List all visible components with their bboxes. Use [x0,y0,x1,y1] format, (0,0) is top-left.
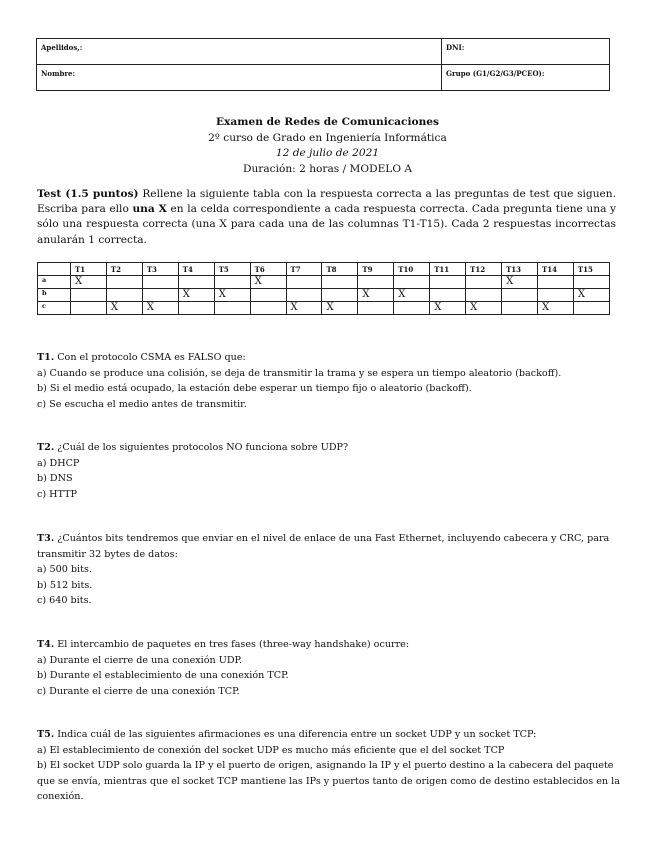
question-stem: T2. ¿Cuál de los siguientes protocolos NO funciona sobre UDP? [37,442,349,453]
answer-cell[interactable]: X [537,302,573,315]
answer-table-header-t1: T1 [71,263,107,276]
answer-table-header-t10: T10 [394,263,430,276]
question-option: b) El socket UDP solo guarda la IP y el puerto de origen, asignando la IP y el puerto destino a la cabecera del paquete que se envía, mientras que el socket TCP mantiene las IPs y puertos tanto de origen como de destino establecidos en la conexión. [37,760,620,802]
answer-row-label: c [38,302,71,315]
answer-cell[interactable]: X [394,289,430,302]
answer-table-header-t15: T15 [573,263,609,276]
answer-cell[interactable] [430,289,466,302]
answer-cell[interactable]: X [142,302,178,315]
answer-cell[interactable] [250,289,286,302]
exam-date: 12 de julio de 2021 [275,147,380,159]
question-option: a) Cuando se produce una colisión, se deja de transmitir la trama y se espera un tiempo aleatorio (backoff). [37,367,562,379]
answer-cell[interactable]: X [322,302,358,315]
question-option: c) 640 bits. [37,595,92,606]
answer-cell[interactable] [286,289,322,302]
answer-row-label: b [38,289,71,302]
dni-field[interactable]: DNI: [442,39,610,65]
exam-course: 2º curso de Grado en Ingeniería Informática [208,131,447,144]
answer-cell[interactable] [537,276,573,289]
question-option: a) El establecimiento de conexión del socket UDP es mucho más eficiente que el del socket TCP [37,744,505,756]
question-number: T4. [37,639,55,650]
question-number: T5. [37,729,55,740]
answer-cell[interactable]: X [573,289,609,302]
exam-title-block [0,115,655,177]
answer-cell[interactable] [286,276,322,289]
answer-table-header-t8: T8 [322,263,358,276]
answer-cell[interactable] [466,276,502,289]
answer-table-header-t4: T4 [178,263,214,276]
answer-cell[interactable]: X [466,302,502,315]
question-number: T1. [37,352,55,363]
answer-cell[interactable]: X [430,302,466,315]
question-option: c) HTTP [37,488,77,500]
answer-table-header-t13: T13 [502,263,538,276]
nombre-field[interactable]: Nombre: [37,65,442,91]
answer-table-header-t14: T14 [537,263,573,276]
answer-cell[interactable] [394,302,430,315]
answer-cell[interactable] [502,302,538,315]
answer-cell[interactable] [178,302,214,315]
question-number: T2. [37,442,55,453]
test-points: Test (1.5 puntos) [37,188,139,200]
answer-table-corner [38,263,71,276]
grupo-field[interactable]: Grupo (G1/G2/G3/PCEO): [442,65,610,91]
answer-table-header-t2: T2 [106,263,142,276]
question-stem: T3. ¿Cuántos bits tendremos que enviar en el nivel de enlace de una Fast Ethernet, incluyendo cabecera y CRC, para transmitir 32 bytes de datos: [37,533,610,560]
answer-row-c [38,302,610,315]
answer-table-header-t5: T5 [214,263,250,276]
question-5 [37,727,622,805]
question-3 [37,531,622,609]
exam-title: Examen de Redes de Comunicaciones [215,116,439,128]
answer-cell[interactable] [358,302,394,315]
answer-cell[interactable] [573,302,609,315]
answer-table-header-t3: T3 [142,263,178,276]
question-stem: T4. El intercambio de paquetes en tres fases (three-way handshake) ocurre: [37,639,410,650]
question-option: a) DHCP [37,457,80,469]
answer-row-label: a [38,276,71,289]
question-1 [37,350,622,412]
apellidos-field[interactable]: Apellidos,: [37,39,442,65]
question-option: a) Durante el cierre de una conexión UDP. [37,654,243,666]
answer-cell[interactable] [142,289,178,302]
question-option: c) Se escucha el medio antes de transmitir. [37,398,247,410]
answer-cell[interactable]: X [71,276,107,289]
answer-cell[interactable] [502,289,538,302]
answer-cell[interactable] [322,276,358,289]
answer-cell[interactable] [71,289,107,302]
question-stem: T1. Con el protocolo CSMA es FALSO que: [37,352,246,363]
answer-table [37,262,610,315]
answer-cell[interactable] [106,289,142,302]
answer-table-header-t9: T9 [358,263,394,276]
answer-cell[interactable] [214,276,250,289]
question-option: c) Durante el cierre de una conexión TCP. [37,685,240,697]
answer-row-a [38,276,610,289]
question-option: a) 500 bits. [37,564,92,575]
answer-cell[interactable] [358,276,394,289]
answer-cell[interactable] [142,276,178,289]
answer-table-header-t11: T11 [430,263,466,276]
answer-table-header-t7: T7 [286,263,322,276]
answer-cell[interactable]: X [358,289,394,302]
answer-cell[interactable] [322,289,358,302]
question-option: b) 512 bits. [37,579,93,591]
answer-cell[interactable] [394,276,430,289]
answer-cell[interactable] [106,276,142,289]
answer-cell[interactable] [573,276,609,289]
answer-cell[interactable]: X [214,289,250,302]
question-option: b) DNS [37,473,73,484]
test-instructions: Test (1.5 puntos) Rellene la siguiente tabla con la respuesta correcta a las preguntas de test que siguen. Escriba para ello una X en la celda correspondiente a cada respuesta correcta. Cada pregunta tiene una y sólo una respuesta correcta (una X para cada una de las columnas T1-T15). Cada 2 respuestas incorrectas anularán 1 correcta. [37,188,616,246]
answer-cell[interactable]: X [286,302,322,315]
answer-cell[interactable] [430,276,466,289]
student-info-table [36,38,610,91]
answer-cell[interactable]: X [502,276,538,289]
question-stem: T5. Indica cuál de las siguientes afirmaciones es una diferencia entre un socket UDP y un socket TCP: [37,729,537,740]
answer-cell[interactable]: X [250,276,286,289]
exam-duration: Duración: 2 horas / MODELO A [242,162,413,175]
question-option: b) Durante el establecimiento de una conexión TCP. [37,670,289,681]
answer-cell[interactable] [214,302,250,315]
question-option: b) Si el medio está ocupado, la estación debe esperar un tiempo fijo o aleatorio (backoff). [37,383,472,394]
answer-cell[interactable]: X [178,289,214,302]
answer-row-b [38,289,610,302]
answer-cell[interactable] [250,302,286,315]
question-number: T3. [37,533,55,544]
question-2 [37,440,622,502]
question-4 [37,637,622,699]
answer-cell[interactable]: X [106,302,142,315]
answer-cell[interactable] [178,276,214,289]
answer-table-header-t12: T12 [466,263,502,276]
answer-table-header-t6: T6 [250,263,286,276]
answer-cell[interactable] [537,289,573,302]
answer-cell[interactable] [466,289,502,302]
answer-cell[interactable] [71,302,107,315]
